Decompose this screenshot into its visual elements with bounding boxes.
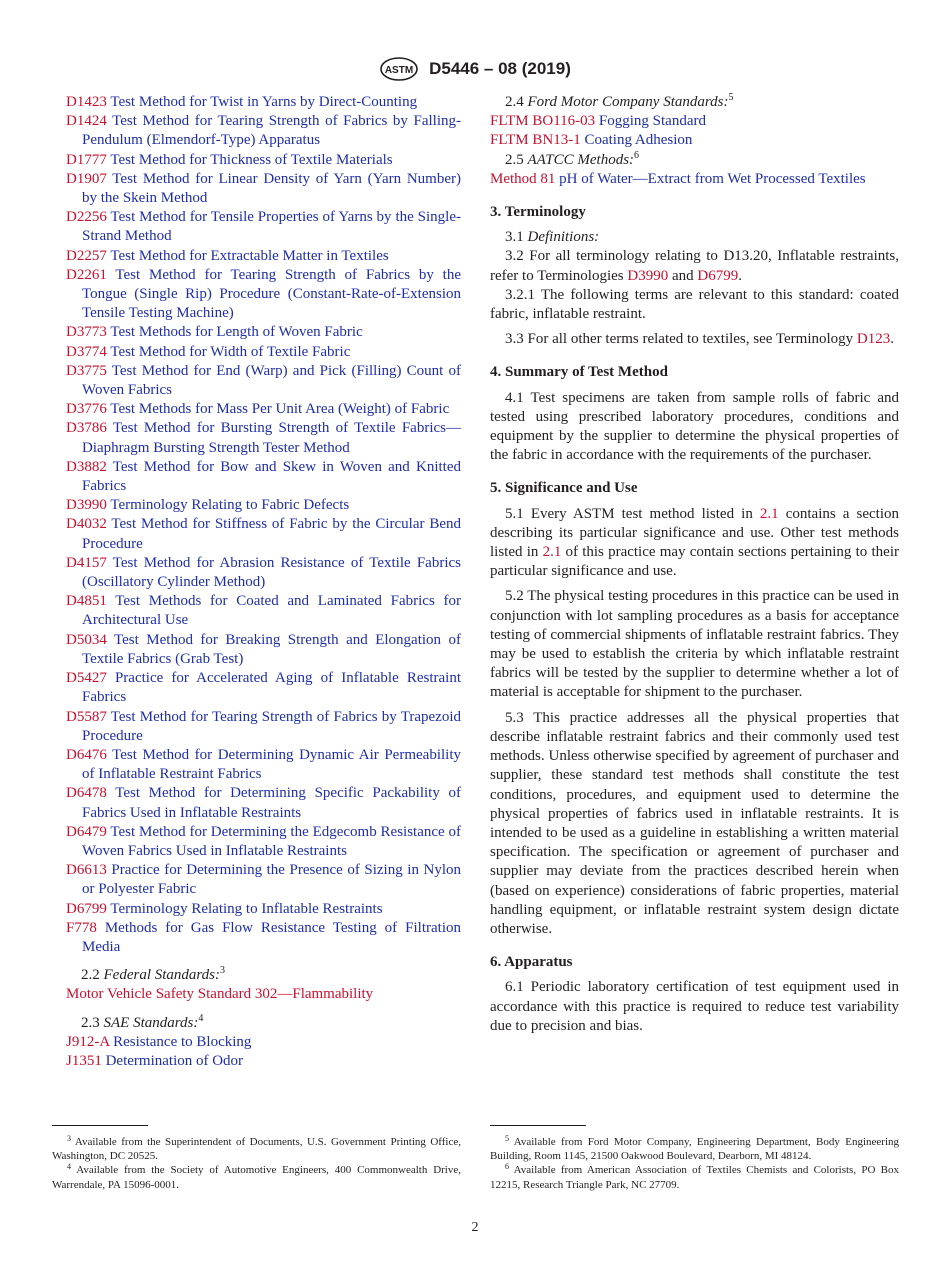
- paragraph-text: 5.1 Every ASTM test method listed in: [505, 505, 760, 522]
- reference-code-link[interactable]: D6479: [66, 823, 107, 840]
- footnotes-left: [52, 1135, 461, 1192]
- paragraph-5-1: [490, 505, 899, 582]
- astm-logo-text: ASTM: [384, 65, 414, 76]
- footnote-number: 3: [67, 1134, 71, 1143]
- aatcc-methods-list: [490, 170, 899, 189]
- footnote-marker: 6: [634, 149, 640, 161]
- sae-standards-heading: [66, 1014, 461, 1033]
- paragraph-number: 3.1: [505, 229, 524, 246]
- reference-code-link[interactable]: D1424: [66, 113, 107, 130]
- reference-code-link[interactable]: Method 81: [490, 170, 556, 187]
- paragraph-label: Definitions:: [527, 229, 600, 246]
- page-header: [0, 56, 950, 84]
- reference-title-link[interactable]: Test Method for Linear Density of Yarn (Yarn Number) by the Skein Method: [82, 170, 461, 207]
- d3990-link[interactable]: D3990: [627, 267, 669, 284]
- reference-code-link[interactable]: D3786: [66, 420, 107, 437]
- section-number: 2.5: [505, 151, 524, 168]
- paragraph-5-2: 5.2 The physical testing procedures in this practice can be used in conjunction with lot sampling procedures as a basis for acceptance testing of commercial shipments of inflatable restraint fabrics. They may be used to establish the criteria by which inflatable restraint fabrics will be tested by the supplier to determine whether a lot of material is acceptable for shipment to the purchaser.: [490, 588, 899, 701]
- d123-link[interactable]: D123: [856, 331, 891, 348]
- reference-title-link[interactable]: Fogging Standard: [595, 113, 706, 130]
- reference-code-link[interactable]: F778: [66, 919, 97, 936]
- reference-title-link[interactable]: Test Method for Bow and Skew in Woven and Knitted Fabrics: [82, 458, 461, 495]
- reference-code-link[interactable]: D5427: [66, 670, 107, 687]
- right-column: [490, 93, 899, 1036]
- reference-code-link[interactable]: D2257: [66, 247, 107, 264]
- section-number: 2.3: [81, 1014, 100, 1031]
- reference-code-link[interactable]: D5034: [66, 631, 107, 648]
- section-label: Federal Standards:: [103, 967, 221, 984]
- paragraph-text: .: [738, 267, 742, 284]
- reference-code-link[interactable]: D3774: [66, 343, 107, 360]
- section-label: SAE Standards:: [103, 1014, 199, 1031]
- ford-reference-item[interactable]: [490, 112, 899, 131]
- reference-code-link[interactable]: D5587: [66, 708, 107, 725]
- astm-reference-item[interactable]: [66, 247, 461, 266]
- reference-title-link[interactable]: Test Method for Stiffness of Fabric by the Circular Bend Procedure: [82, 516, 461, 552]
- astm-reference-item[interactable]: [66, 515, 461, 553]
- section-heading-significance: 5. Significance and Use: [490, 480, 638, 497]
- sae-standards-list: [66, 1033, 461, 1071]
- reference-code-link[interactable]: J1351: [66, 1052, 102, 1069]
- reference-title-link[interactable]: Test Method for Determining Specific Packability of Fabrics Used in Inflatable Restraints: [82, 785, 461, 821]
- astm-reference-item[interactable]: [66, 784, 461, 822]
- reference-title-link[interactable]: Test Method for Thickness of Textile Materials: [106, 151, 393, 168]
- astm-reference-item[interactable]: [66, 496, 461, 515]
- footnote-text: Available from the Society of Automotive Engineers, 400 Commonwealth Drive, Warrendale, PA 15096-0001.: [52, 1164, 461, 1191]
- footnotes-right: [490, 1135, 899, 1192]
- astm-reference-item[interactable]: [66, 151, 461, 170]
- ford-standards-heading: [490, 93, 899, 112]
- reference-code-link[interactable]: D3773: [66, 324, 107, 341]
- astm-reference-item[interactable]: [66, 746, 461, 784]
- paragraph-3-2-1: 3.2.1 The following terms are relevant to this standard: coated fabric, inflatable restraint.: [490, 286, 899, 323]
- reference-title-link[interactable]: Test Method for Tensile Properties of Yarns by the Single-Strand Method: [82, 209, 461, 245]
- astm-reference-item[interactable]: [66, 669, 461, 707]
- section-label: AATCC Methods:: [527, 151, 635, 168]
- astm-reference-item[interactable]: [66, 323, 461, 342]
- astm-reference-item[interactable]: [66, 631, 461, 669]
- reference-code-link[interactable]: D4032: [66, 516, 107, 533]
- astm-reference-item[interactable]: [66, 900, 461, 919]
- astm-reference-item[interactable]: [66, 400, 461, 419]
- reference-code-link[interactable]: D1423: [66, 94, 107, 110]
- section-2-1-link[interactable]: 2.1: [759, 505, 779, 522]
- astm-reference-item[interactable]: [66, 170, 461, 208]
- paragraph-text: 3.3 For all other terms related to textiles, see Terminology: [505, 331, 857, 348]
- paragraph-6-1: 6.1 Periodic laboratory certification of test equipment used in accordance with this practice is required to reduce test variability due to precision and bias.: [490, 979, 899, 1034]
- referenced-documents-list: [66, 93, 461, 957]
- reference-code-link[interactable]: J912-A: [66, 1033, 110, 1050]
- reference-title-link[interactable]: Methods for Gas Flow Resistance Testing of Filtration Media: [82, 919, 461, 955]
- paragraph-text: of this practice may contain sections pertaining to their particular significance and use.: [490, 544, 899, 580]
- paragraph-text: contains a section describing its particular significance and use. Other test methods listed in: [490, 505, 900, 561]
- paragraph-text: 3.2 For all terminology relating to D13.20, Inflatable restraints, refer to Terminologies: [490, 248, 899, 284]
- reference-code-link[interactable]: D3775: [66, 362, 107, 379]
- reference-title-link[interactable]: Test Method for Extractable Matter in Textiles: [106, 247, 389, 264]
- reference-title-link[interactable]: Test Method for Width of Textile Fabric: [106, 343, 351, 360]
- footnote-text: Available from the Superintendent of Documents, U.S. Government Printing Office, Washington, DC 20525.: [52, 1136, 461, 1163]
- aatcc-reference-item[interactable]: [490, 170, 899, 189]
- astm-reference-item[interactable]: [66, 592, 461, 630]
- footnote-number: 6: [505, 1162, 509, 1172]
- section-heading-apparatus: 6. Apparatus: [490, 954, 573, 971]
- reference-title-link[interactable]: Test Method for Determining Dynamic Air Permeability of Inflatable Restraint Fabrics: [82, 746, 461, 783]
- astm-reference-item[interactable]: [66, 919, 461, 957]
- astm-reference-item[interactable]: [66, 362, 461, 400]
- reference-title-link[interactable]: Test Methods for Coated and Laminated Fabrics for Architectural Use: [82, 593, 461, 629]
- reference-title-link[interactable]: Terminology Relating to Fabric Defects: [106, 497, 350, 514]
- left-column: [66, 93, 461, 1071]
- reference-title-link[interactable]: Test Method for Determining the Edgecomb Resistance of Woven Fabrics Used in Inflatable Restraints: [82, 823, 461, 859]
- section-heading-terminology: 3. Terminology: [490, 204, 586, 221]
- federal-standard-ref[interactable]: [66, 985, 461, 1004]
- reference-code-link[interactable]: D6799: [66, 900, 107, 917]
- astm-reference-item[interactable]: [66, 93, 461, 112]
- footnote-number: 4: [67, 1162, 71, 1172]
- astm-reference-item[interactable]: [66, 343, 461, 362]
- reference-title-link[interactable]: Terminology Relating to Inflatable Restraints: [106, 900, 383, 917]
- sae-reference-item[interactable]: [66, 1052, 461, 1071]
- section-number: 2.4: [505, 94, 524, 110]
- astm-reference-item[interactable]: [66, 112, 461, 150]
- reference-code-link[interactable]: D2261: [66, 266, 107, 283]
- reference-title-link[interactable]: Test Method for Breaking Strength and Elongation of Textile Fabrics (Grab Test): [82, 631, 461, 667]
- d6799-link[interactable]: D6799: [697, 267, 739, 284]
- footnote-text: Available from American Association of Textiles Chemists and Colorists, PO Box 12215, Research Triangle Park, NC 27709.: [490, 1164, 899, 1191]
- reference-title-link[interactable]: pH of Water—Extract from Wet Processed Textiles: [555, 170, 866, 187]
- astm-reference-item[interactable]: [66, 861, 461, 899]
- footnote: [490, 1163, 899, 1191]
- ford-reference-item[interactable]: [490, 131, 899, 150]
- paragraph-5-3: 5.3 This practice addresses all the physical properties that describe inflatable restraint fabrics and their commonly used test methods. Unless otherwise specified by agreement of purchaser and supplier, these standard test methods shall constitute the test conditions, procedures, and equipment used to determine the physical properties of fabrics used in inflatable restraints. It is intended to be used as a guideline in establishing a written material specification. The specification or agreement of purchaser and supplier may deviate from the practices described herein when (based on experience) considerations of fabric properties, material handling equipment, or inflatable restraint system design dictate otherwise.: [490, 709, 899, 937]
- document-designation: D5446 – 08 (2019): [429, 59, 571, 78]
- reference-title-link[interactable]: Coating Adhesion: [580, 132, 693, 149]
- reference-code-link[interactable]: D6476: [66, 746, 107, 763]
- paragraph-text: and: [668, 267, 698, 284]
- federal-standards-heading: [66, 966, 461, 985]
- ford-standards-list: [490, 112, 899, 150]
- reference-title-link[interactable]: Resistance to Blocking: [109, 1033, 252, 1050]
- reference-title-link[interactable]: Practice for Determining the Presence of Sizing in Nylon or Polyester Fabric: [82, 862, 461, 898]
- reference-title-link[interactable]: Test Method for Bursting Strength of Textile Fabrics—Diaphragm Bursting Strength Tester Method: [82, 420, 461, 456]
- footnote: [52, 1135, 461, 1163]
- reference-title-link[interactable]: Test Method for End (Warp) and Pick (Filling) Count of Woven Fabrics: [82, 362, 461, 399]
- paragraph-3-1: [490, 228, 899, 247]
- section-number: 2.2: [81, 967, 100, 984]
- reference-title-link[interactable]: Test Method for Tearing Strength of Fabrics by Falling-Pendulum (Elmendorf-Type) Apparatus: [82, 113, 461, 149]
- page-number: 2: [471, 1220, 479, 1235]
- reference-title-link[interactable]: Practice for Accelerated Aging of Inflatable Restraint Fabrics: [82, 670, 461, 706]
- footnote-rule-right: [490, 1125, 586, 1126]
- footnote-marker: 4: [198, 1012, 204, 1024]
- footnote-marker: 3: [220, 965, 226, 977]
- astm-reference-item[interactable]: [66, 266, 461, 324]
- paragraph-3-2: [490, 247, 899, 285]
- paragraph-4-1: 4.1 Test specimens are taken from sample rolls of fabric and tested using prescribed laboratory procedures, conditions and equipment by the supplier to determine the physical properties of the fabric in accordance with the requirements of the purchaser.: [490, 389, 899, 464]
- paragraph-3-3: [490, 330, 899, 349]
- astm-reference-item[interactable]: [66, 554, 461, 592]
- reference-title-link[interactable]: Test Method for Twist in Yarns by Direct-Counting: [106, 94, 418, 110]
- reference-title-link[interactable]: Test Method for Abrasion Resistance of Textile Fabrics (Oscillatory Cylinder Method): [82, 554, 461, 591]
- astm-reference-item[interactable]: [66, 708, 461, 746]
- reference-code-link[interactable]: D2256: [66, 209, 107, 226]
- sae-reference-item[interactable]: [66, 1033, 461, 1052]
- astm-logo: [379, 56, 419, 82]
- reference-code-link[interactable]: D3882: [66, 458, 107, 475]
- footnote-text: Available from Ford Motor Company, Engineering Department, Body Engineering Building, Room 1145, 21500 Oakwood Boulevard, Dearborn, MI 48124.: [490, 1136, 899, 1163]
- reference-code-link[interactable]: D6478: [66, 785, 107, 802]
- footnote-number: 5: [505, 1134, 509, 1143]
- fmvss-302-link[interactable]: Motor Vehicle Safety Standard 302—Flammability: [66, 986, 374, 1003]
- paragraph-text: .: [890, 331, 895, 348]
- reference-code-link[interactable]: FLTM BN13-1: [490, 132, 581, 149]
- footnote: [52, 1163, 461, 1191]
- reference-code-link[interactable]: D3990: [66, 497, 107, 514]
- astm-reference-item[interactable]: [66, 419, 461, 457]
- reference-code-link[interactable]: D6613: [66, 862, 107, 879]
- reference-code-link[interactable]: D1907: [66, 170, 107, 187]
- reference-code-link[interactable]: D4851: [66, 593, 107, 610]
- astm-reference-item[interactable]: [66, 208, 461, 246]
- reference-title-link[interactable]: Determination of Odor: [101, 1052, 244, 1069]
- aatcc-methods-heading: [490, 151, 899, 170]
- section-2-1-link[interactable]: 2.1: [542, 544, 562, 561]
- footnote: [490, 1135, 899, 1163]
- section-heading-summary: 4. Summary of Test Method: [490, 364, 668, 381]
- reference-code-link[interactable]: D3776: [66, 401, 107, 418]
- footnote-marker: 5: [728, 92, 734, 103]
- footnote-rule-left: [52, 1125, 148, 1126]
- reference-title-link[interactable]: Test Method for Tearing Strength of Fabrics by the Tongue (Single Rip) Procedure (Constant-Rate-of-Extension Tensile Testing Machine): [82, 266, 461, 322]
- section-label: Ford Motor Company Standards:: [527, 94, 729, 110]
- reference-code-link[interactable]: FLTM BO116-03: [490, 113, 596, 130]
- astm-reference-item[interactable]: [66, 458, 461, 496]
- reference-title-link[interactable]: Test Method for Tearing Strength of Fabrics by Trapezoid Procedure: [82, 708, 461, 744]
- reference-title-link[interactable]: Test Methods for Mass Per Unit Area (Weight) of Fabric: [106, 401, 450, 418]
- reference-title-link[interactable]: Test Methods for Length of Woven Fabric: [106, 324, 363, 341]
- astm-reference-item[interactable]: [66, 823, 461, 861]
- reference-code-link[interactable]: D1777: [66, 151, 107, 168]
- reference-code-link[interactable]: D4157: [66, 554, 107, 571]
